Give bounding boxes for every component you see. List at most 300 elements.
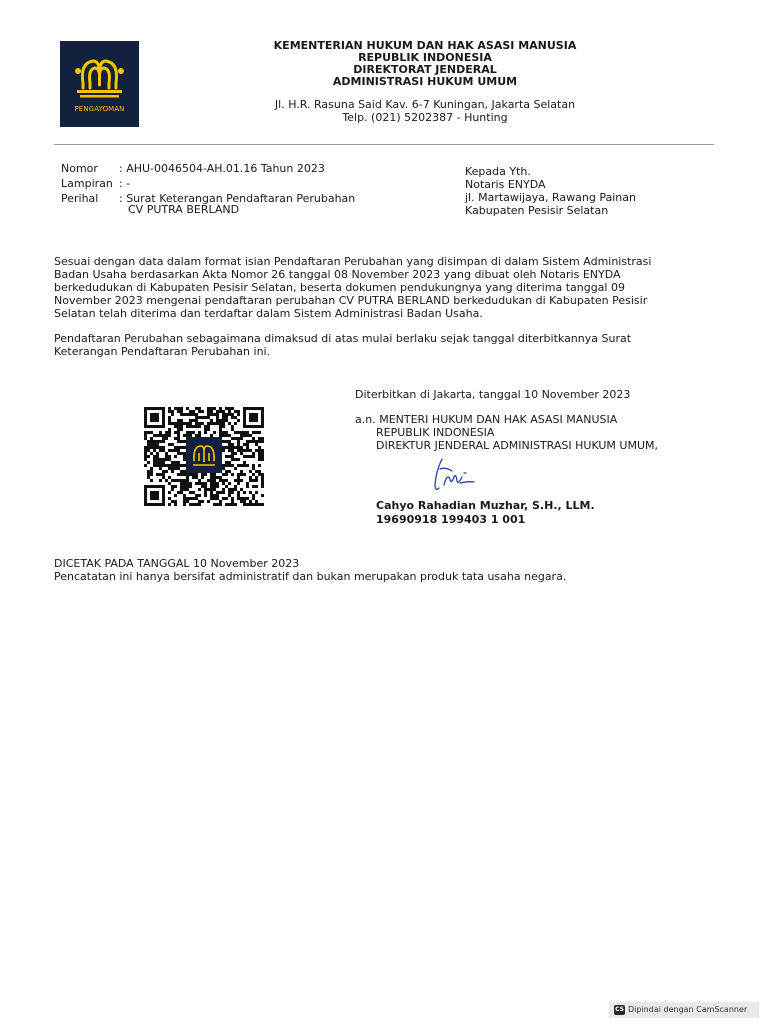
- qr-module: [171, 449, 174, 452]
- qr-module: [192, 497, 195, 500]
- qr-module: [189, 491, 192, 494]
- qr-module: [207, 488, 210, 491]
- qr-module: [258, 449, 261, 452]
- qr-module: [231, 473, 234, 476]
- qr-module: [147, 443, 150, 446]
- qr-module: [258, 470, 261, 473]
- qr-module: [231, 464, 234, 467]
- qr-module: [246, 503, 249, 506]
- perihal-label: Perihal: [61, 192, 99, 205]
- qr-module: [237, 476, 240, 479]
- qr-module: [177, 467, 180, 470]
- qr-module: [210, 422, 213, 425]
- qr-module: [240, 479, 243, 482]
- qr-module: [168, 431, 171, 434]
- qr-module: [180, 464, 183, 467]
- qr-module: [177, 479, 180, 482]
- qr-module: [180, 413, 183, 416]
- qr-module: [174, 479, 177, 482]
- body-p1-line: Selatan telah diterima dan terdaftar dalam Sistem Administrasi Badan Usaha.: [54, 307, 483, 320]
- qr-module: [186, 482, 189, 485]
- qr-module: [183, 470, 186, 473]
- qr-module: [198, 488, 201, 491]
- qr-module: [216, 485, 219, 488]
- qr-module: [162, 464, 165, 467]
- qr-module: [249, 449, 252, 452]
- qr-module: [249, 476, 252, 479]
- qr-module: [246, 482, 249, 485]
- qr-module: [228, 440, 231, 443]
- qr-module: [231, 503, 234, 506]
- qr-module: [204, 482, 207, 485]
- qr-module: [210, 473, 213, 476]
- qr-module: [171, 443, 174, 446]
- qr-module: [189, 422, 192, 425]
- qr-module: [162, 449, 165, 452]
- qr-module: [183, 464, 186, 467]
- qr-module: [261, 440, 264, 443]
- qr-module: [183, 497, 186, 500]
- qr-module: [249, 455, 252, 458]
- qr-module: [231, 413, 234, 416]
- qr-module: [204, 488, 207, 491]
- qr-module: [234, 431, 237, 434]
- qr-module: [231, 458, 234, 461]
- qr-module: [246, 455, 249, 458]
- qr-module: [249, 440, 252, 443]
- qr-module: [210, 479, 213, 482]
- qr-module: [174, 422, 177, 425]
- qr-module: [252, 452, 255, 455]
- qr-module: [195, 503, 198, 506]
- qr-module: [222, 434, 225, 437]
- qr-module: [168, 434, 171, 437]
- qr-module: [192, 503, 195, 506]
- qr-module: [240, 500, 243, 503]
- qr-module: [210, 488, 213, 491]
- qr-module: [162, 434, 165, 437]
- qr-module: [195, 422, 198, 425]
- qr-module: [168, 419, 171, 422]
- qr-module: [171, 464, 174, 467]
- qr-module: [144, 455, 147, 458]
- qr-module: [219, 503, 222, 506]
- qr-module: [213, 431, 216, 434]
- banyan-tree-icon: [60, 41, 139, 127]
- qr-module: [195, 476, 198, 479]
- qr-module: [237, 491, 240, 494]
- qr-module: [237, 440, 240, 443]
- qr-module: [234, 416, 237, 419]
- qr-module: [153, 446, 156, 449]
- qr-module: [192, 425, 195, 428]
- qr-module: [225, 464, 228, 467]
- qr-module: [195, 473, 198, 476]
- qr-module: [225, 431, 228, 434]
- qr-module: [222, 413, 225, 416]
- qr-module: [228, 407, 231, 410]
- qr-module: [237, 479, 240, 482]
- qr-module: [249, 479, 252, 482]
- qr-module: [240, 437, 243, 440]
- qr-module: [174, 407, 177, 410]
- qr-module: [180, 428, 183, 431]
- qr-module: [255, 431, 258, 434]
- qr-module: [171, 413, 174, 416]
- body-p1-line: Badan Usaha berdasarkan Akta Nomor 26 tanggal 08 November 2023 yang dibuat oleh Notaris ENYDA: [54, 268, 621, 281]
- qr-module: [225, 416, 228, 419]
- qr-module: [183, 503, 186, 506]
- qr-module: [213, 488, 216, 491]
- qr-module: [189, 473, 192, 476]
- qr-module: [165, 437, 168, 440]
- qr-module: [222, 440, 225, 443]
- qr-module: [171, 422, 174, 425]
- qr-module: [255, 476, 258, 479]
- qr-module: [156, 458, 159, 461]
- qr-module: [174, 485, 177, 488]
- qr-module: [165, 455, 168, 458]
- qr-module: [216, 413, 219, 416]
- qr-module: [234, 446, 237, 449]
- qr-module: [150, 452, 153, 455]
- qr-module: [222, 488, 225, 491]
- qr-module: [147, 446, 150, 449]
- signature-block: [355, 388, 658, 452]
- qr-module: [189, 431, 192, 434]
- nomor-label: Nomor: [61, 162, 98, 175]
- qr-module: [222, 467, 225, 470]
- office-address: Jl. H.R. Rasuna Said Kav. 6-7 Kuningan, Jakarta Selatan: [274, 98, 576, 111]
- qr-module: [240, 434, 243, 437]
- qr-module: [237, 497, 240, 500]
- qr-module: [225, 413, 228, 416]
- qr-module: [252, 464, 255, 467]
- qr-module: [189, 503, 192, 506]
- qr-module: [192, 410, 195, 413]
- qr-module: [159, 473, 162, 476]
- qr-module: [258, 455, 261, 458]
- qr-module: [213, 476, 216, 479]
- qr-module: [171, 467, 174, 470]
- qr-module: [231, 416, 234, 419]
- qr-module: [201, 485, 204, 488]
- qr-module: [228, 482, 231, 485]
- qr-module: [150, 446, 153, 449]
- qr-module: [228, 488, 231, 491]
- qr-module: [258, 452, 261, 455]
- qr-module: [252, 440, 255, 443]
- qr-module: [240, 446, 243, 449]
- qr-module: [240, 470, 243, 473]
- letterhead: [230, 40, 620, 124]
- qr-module: [213, 497, 216, 500]
- qr-module: [246, 434, 249, 437]
- qr-module: [159, 449, 162, 452]
- qr-module: [195, 497, 198, 500]
- qr-module: [180, 422, 183, 425]
- qr-module: [237, 431, 240, 434]
- qr-module: [198, 500, 201, 503]
- qr-module: [159, 467, 162, 470]
- qr-module: [234, 422, 237, 425]
- qr-module: [147, 449, 150, 452]
- body-p1-line: Sesuai dengan data dalam format isian Pendaftaran Perubahan yang disimpan di dalam Sistem Administrasi: [54, 255, 652, 268]
- qr-finder-core: [249, 413, 258, 422]
- qr-module: [210, 413, 213, 416]
- qr-module: [231, 428, 234, 431]
- qr-module: [198, 425, 201, 428]
- qr-module: [213, 494, 216, 497]
- qr-module: [219, 500, 222, 503]
- on-behalf-line: a.n. MENTERI HUKUM DAN HAK ASASI MANUSIA: [355, 413, 618, 426]
- qr-module: [195, 482, 198, 485]
- qr-module: [192, 491, 195, 494]
- qr-code: [144, 407, 264, 506]
- qr-module: [189, 434, 192, 437]
- qr-module: [177, 449, 180, 452]
- emblem-caption: PENGAYOMAN: [74, 105, 125, 113]
- qr-module: [213, 413, 216, 416]
- qr-module: [231, 452, 234, 455]
- qr-module: [255, 485, 258, 488]
- qr-module: [207, 479, 210, 482]
- qr-module: [261, 482, 264, 485]
- qr-module: [222, 416, 225, 419]
- qr-module: [186, 473, 189, 476]
- qr-module: [180, 407, 183, 410]
- camscanner-text: Dipindai dengan CamScanner: [628, 1005, 748, 1014]
- qr-module: [153, 455, 156, 458]
- qr-module: [147, 440, 150, 443]
- qr-module: [168, 467, 171, 470]
- body-p2-line: Pendaftaran Perubahan sebagaimana dimaksud di atas mulai berlaku sejak tanggal diterbitkannya Surat: [54, 332, 632, 345]
- qr-module: [186, 476, 189, 479]
- qr-module: [177, 437, 180, 440]
- qr-module: [162, 437, 165, 440]
- qr-module: [246, 497, 249, 500]
- qr-module: [189, 419, 192, 422]
- qr-module: [168, 449, 171, 452]
- issued-place-date: Diterbitkan di Jakarta, tanggal 10 November 2023: [355, 388, 631, 401]
- qr-module: [237, 473, 240, 476]
- qr-module: [180, 491, 183, 494]
- qr-module: [210, 497, 213, 500]
- qr-module: [234, 452, 237, 455]
- qr-module: [183, 482, 186, 485]
- qr-module: [195, 407, 198, 410]
- qr-module: [222, 482, 225, 485]
- qr-module: [186, 413, 189, 416]
- qr-module: [198, 416, 201, 419]
- qr-module: [150, 443, 153, 446]
- qr-module: [198, 431, 201, 434]
- qr-module: [174, 449, 177, 452]
- qr-module: [222, 491, 225, 494]
- qr-module: [222, 473, 225, 476]
- qr-module: [177, 491, 180, 494]
- qr-module: [252, 431, 255, 434]
- qr-module: [180, 479, 183, 482]
- qr-finder-core: [150, 413, 159, 422]
- qr-module: [177, 464, 180, 467]
- qr-module: [222, 410, 225, 413]
- qr-module: [219, 479, 222, 482]
- qr-module: [228, 410, 231, 413]
- qr-module: [204, 416, 207, 419]
- qr-module: [222, 431, 225, 434]
- qr-module: [186, 500, 189, 503]
- qr-module: [186, 434, 189, 437]
- qr-module: [186, 497, 189, 500]
- qr-module: [198, 422, 201, 425]
- qr-module: [177, 419, 180, 422]
- qr-module: [177, 461, 180, 464]
- qr-module: [177, 425, 180, 428]
- qr-module: [204, 485, 207, 488]
- qr-module: [162, 476, 165, 479]
- qr-module: [261, 503, 264, 506]
- qr-module: [147, 461, 150, 464]
- qr-module: [231, 425, 234, 428]
- qr-module: [156, 446, 159, 449]
- ministry-name: KEMENTERIAN HUKUM DAN HAK ASASI MANUSIA: [273, 39, 577, 52]
- qr-module: [150, 437, 153, 440]
- signer-position: DIREKTUR JENDERAL ADMINISTRASI HUKUM UMUM,: [376, 439, 658, 452]
- qr-module: [252, 437, 255, 440]
- qr-module: [213, 479, 216, 482]
- qr-module: [177, 446, 180, 449]
- qr-module: [147, 473, 150, 476]
- qr-module: [225, 455, 228, 458]
- qr-module: [237, 494, 240, 497]
- perihal-value: : Surat Keterangan Pendaftaran Perubahan: [119, 192, 356, 205]
- qr-module: [231, 449, 234, 452]
- qr-module: [207, 425, 210, 428]
- qr-module: [159, 446, 162, 449]
- qr-module: [240, 473, 243, 476]
- qr-module: [213, 485, 216, 488]
- qr-module: [180, 470, 183, 473]
- qr-module: [240, 497, 243, 500]
- body-p2-line: Keterangan Pendaftaran Perubahan ini.: [54, 345, 271, 358]
- qr-module: [183, 479, 186, 482]
- qr-module: [249, 503, 252, 506]
- qr-module: [261, 449, 264, 452]
- qr-module: [225, 434, 228, 437]
- qr-module: [225, 503, 228, 506]
- qr-module: [174, 467, 177, 470]
- qr-module: [183, 434, 186, 437]
- qr-module: [168, 428, 171, 431]
- qr-module: [201, 473, 204, 476]
- qr-module: [165, 470, 168, 473]
- qr-module: [156, 473, 159, 476]
- qr-module: [246, 485, 249, 488]
- qr-module: [174, 425, 177, 428]
- qr-module: [228, 446, 231, 449]
- qr-module: [225, 485, 228, 488]
- qr-module: [243, 503, 246, 506]
- qr-module: [258, 473, 261, 476]
- qr-module: [198, 503, 201, 506]
- qr-module: [198, 482, 201, 485]
- qr-module: [156, 434, 159, 437]
- qr-module: [219, 491, 222, 494]
- qr-module: [252, 467, 255, 470]
- qr-module: [243, 434, 246, 437]
- qr-module: [147, 476, 150, 479]
- qr-module: [159, 458, 162, 461]
- qr-module: [228, 461, 231, 464]
- qr-module: [162, 473, 165, 476]
- qr-module: [159, 440, 162, 443]
- directorate-name: DIREKTORAT JENDERAL: [353, 63, 497, 76]
- qr-module: [210, 407, 213, 410]
- qr-module: [234, 485, 237, 488]
- qr-module: [243, 461, 246, 464]
- qr-module: [231, 443, 234, 446]
- recipient-region: Kabupaten Pesisir Selatan: [465, 204, 609, 217]
- qr-module: [219, 419, 222, 422]
- qr-module: [165, 452, 168, 455]
- directorate-subname: ADMINISTRASI HUKUM UMUM: [332, 75, 518, 88]
- qr-module: [183, 500, 186, 503]
- qr-module: [252, 494, 255, 497]
- qr-module: [216, 482, 219, 485]
- qr-module: [243, 443, 246, 446]
- qr-module: [225, 419, 228, 422]
- qr-module: [174, 455, 177, 458]
- qr-module: [222, 464, 225, 467]
- qr-module: [237, 446, 240, 449]
- qr-module: [228, 443, 231, 446]
- qr-module: [162, 440, 165, 443]
- qr-module: [147, 470, 150, 473]
- qr-module: [234, 467, 237, 470]
- qr-module: [177, 428, 180, 431]
- qr-module: [219, 425, 222, 428]
- qr-module: [249, 434, 252, 437]
- qr-module: [153, 440, 156, 443]
- qr-module: [195, 425, 198, 428]
- qr-module: [258, 446, 261, 449]
- lampiran-value: : -: [119, 177, 131, 190]
- country-name: REPUBLIK INDONESIA: [358, 51, 492, 64]
- qr-module: [168, 455, 171, 458]
- qr-module: [144, 431, 147, 434]
- qr-module: [228, 494, 231, 497]
- qr-module: [219, 431, 222, 434]
- qr-module: [144, 434, 147, 437]
- qr-module: [144, 464, 147, 467]
- qr-module: [144, 449, 147, 452]
- qr-module: [192, 473, 195, 476]
- qr-module: [225, 497, 228, 500]
- nomor-value: : AHU-0046504-AH.01.16 Tahun 2023: [119, 162, 325, 175]
- qr-module: [246, 443, 249, 446]
- qr-module: [180, 452, 183, 455]
- qr-module: [231, 491, 234, 494]
- qr-module: [261, 437, 264, 440]
- qr-module: [168, 443, 171, 446]
- qr-module: [258, 431, 261, 434]
- qr-module: [249, 470, 252, 473]
- qr-module: [234, 437, 237, 440]
- qr-module: [237, 413, 240, 416]
- qr-module: [207, 416, 210, 419]
- qr-module: [219, 476, 222, 479]
